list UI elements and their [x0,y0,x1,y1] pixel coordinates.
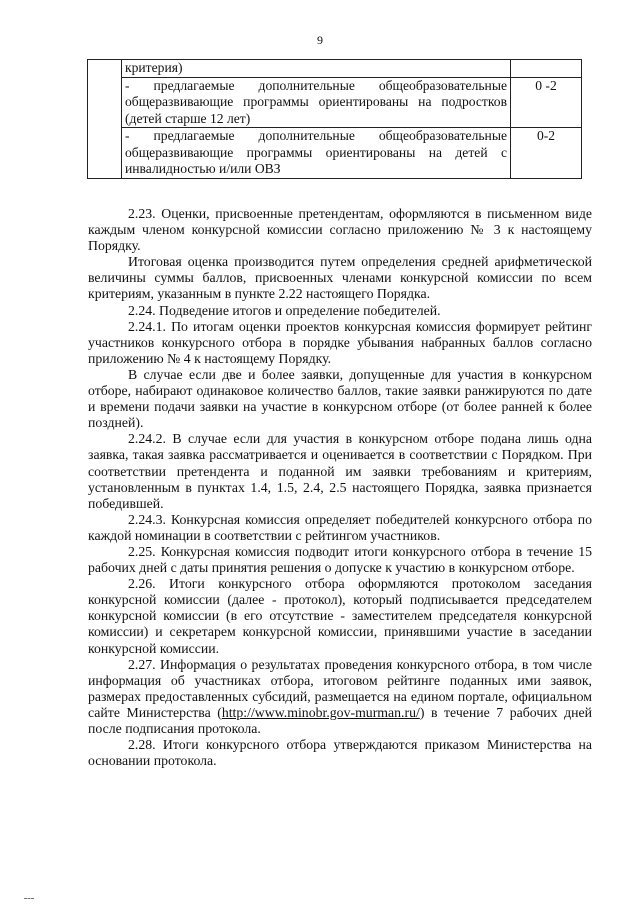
paragraph-2-27 [88,657,592,737]
table-cell-score: 0-2 [511,128,582,179]
table-cell-criterion: критерия) [122,60,511,78]
page-number: 9 [317,33,323,47]
table-cell-criterion: - предлагаемые дополнительные общеобразовательные общеразвивающие программы ориентированы на подростков (детей старше 12 лет) [122,77,511,128]
paragraph-2-24-2: 2.24.2. В случае если для участия в конкурсном отборе подана лишь одна заявка, такая заявка рассматривается и оценивается в соответствии с Порядком. При соответствии претендента и поданной им заявки требованиям и критериям, установленным в пунктах 1.4, 1.5, 2.4, 2.5 настоящего Порядка, заявка признается победившей. [88,431,592,511]
table-cell-criterion: - предлагаемые дополнительные общеобразовательные общеразвивающие программы ориентированы на детей с инвалидностью и/или ОВЗ [122,128,511,179]
table-row [88,60,582,78]
paragraph-2-24: 2.24. Подведение итогов и определение победителей. [128,302,441,318]
paragraph-final-score: Итоговая оценка производится путем определения средней арифметической величины суммы баллов, присвоенных членами конкурсной комиссии по всем критериям, указанным в пункте 2.22 настоящего Порядка. [88,254,592,302]
table-cell-empty [88,60,122,179]
paragraph-2-24-3: 2.24.3. Конкурсная комиссия определяет победителей конкурсного отбора по каждой номинации в соответствии с рейтингом участников. [88,511,592,543]
paragraph-2-27-text-after: ) в течение 7 рабочих дней после подписания протокола. [88,704,592,736]
table-cell-score [511,60,582,78]
table-row [88,128,582,179]
paragraph-2-24-1: 2.24.1. По итогам оценки проектов конкурсная комиссия формирует рейтинг участников конкурсного отбора в порядке убывания набранных баллов согласно приложению № 4 к настоящему Порядку. [88,318,592,366]
table-cell-score: 0 -2 [511,77,582,128]
paragraph-equal-score: В случае если две и более заявки, допущенные для участия в конкурсном отборе, набирают одинаковое количество баллов, такие заявки ранжируются по дате и времени подачи заявки на участие в конкурсном отборе (от более ранней к более поздней). [88,366,592,431]
paragraph-2-25: 2.25. Конкурсная комиссия подводит итоги конкурсного отбора в течение 15 рабочих дней с даты принятия решения о допуске к участию в конкурсном отборе. [88,543,592,576]
criteria-table [87,59,582,179]
paragraph-2-26: 2.26. Итоги конкурсного отбора оформляются протоколом заседания конкурсной комиссии (далее - протокол), который подписывается председателем конкурсной комиссии (в его отсутствие - заместителем председателя конкурсной комиссии) и секретарем конкурсной комиссии, принявшими участие в заседании конкурсной комиссии. [88,576,592,656]
table-row [88,77,582,128]
ministry-site-link[interactable]: http://www.minobr.gov-murman.ru/ [221,704,420,720]
paragraph-2-27-text-before: 2.27. Информация о результатах проведения конкурсного отбора, в том числе информация об участниках отбора, итоговом рейтинге поданных ими заявок, размерах предоставленных субсидий, размещается на едином портале, официальном сайте Министерства ( [88,656,592,720]
paragraph-2-23: 2.23. Оценки, присвоенные претендентам, оформляются в письменном виде каждым членом конкурсной комиссии согласно приложению № 3 к настоящему Порядку. [88,206,592,254]
paragraph-2-28: 2.28. Итоги конкурсного отбора утверждаются приказом Министерства на основании протокола. [88,737,592,769]
document-body [88,206,592,769]
margin-mark [24,898,34,900]
